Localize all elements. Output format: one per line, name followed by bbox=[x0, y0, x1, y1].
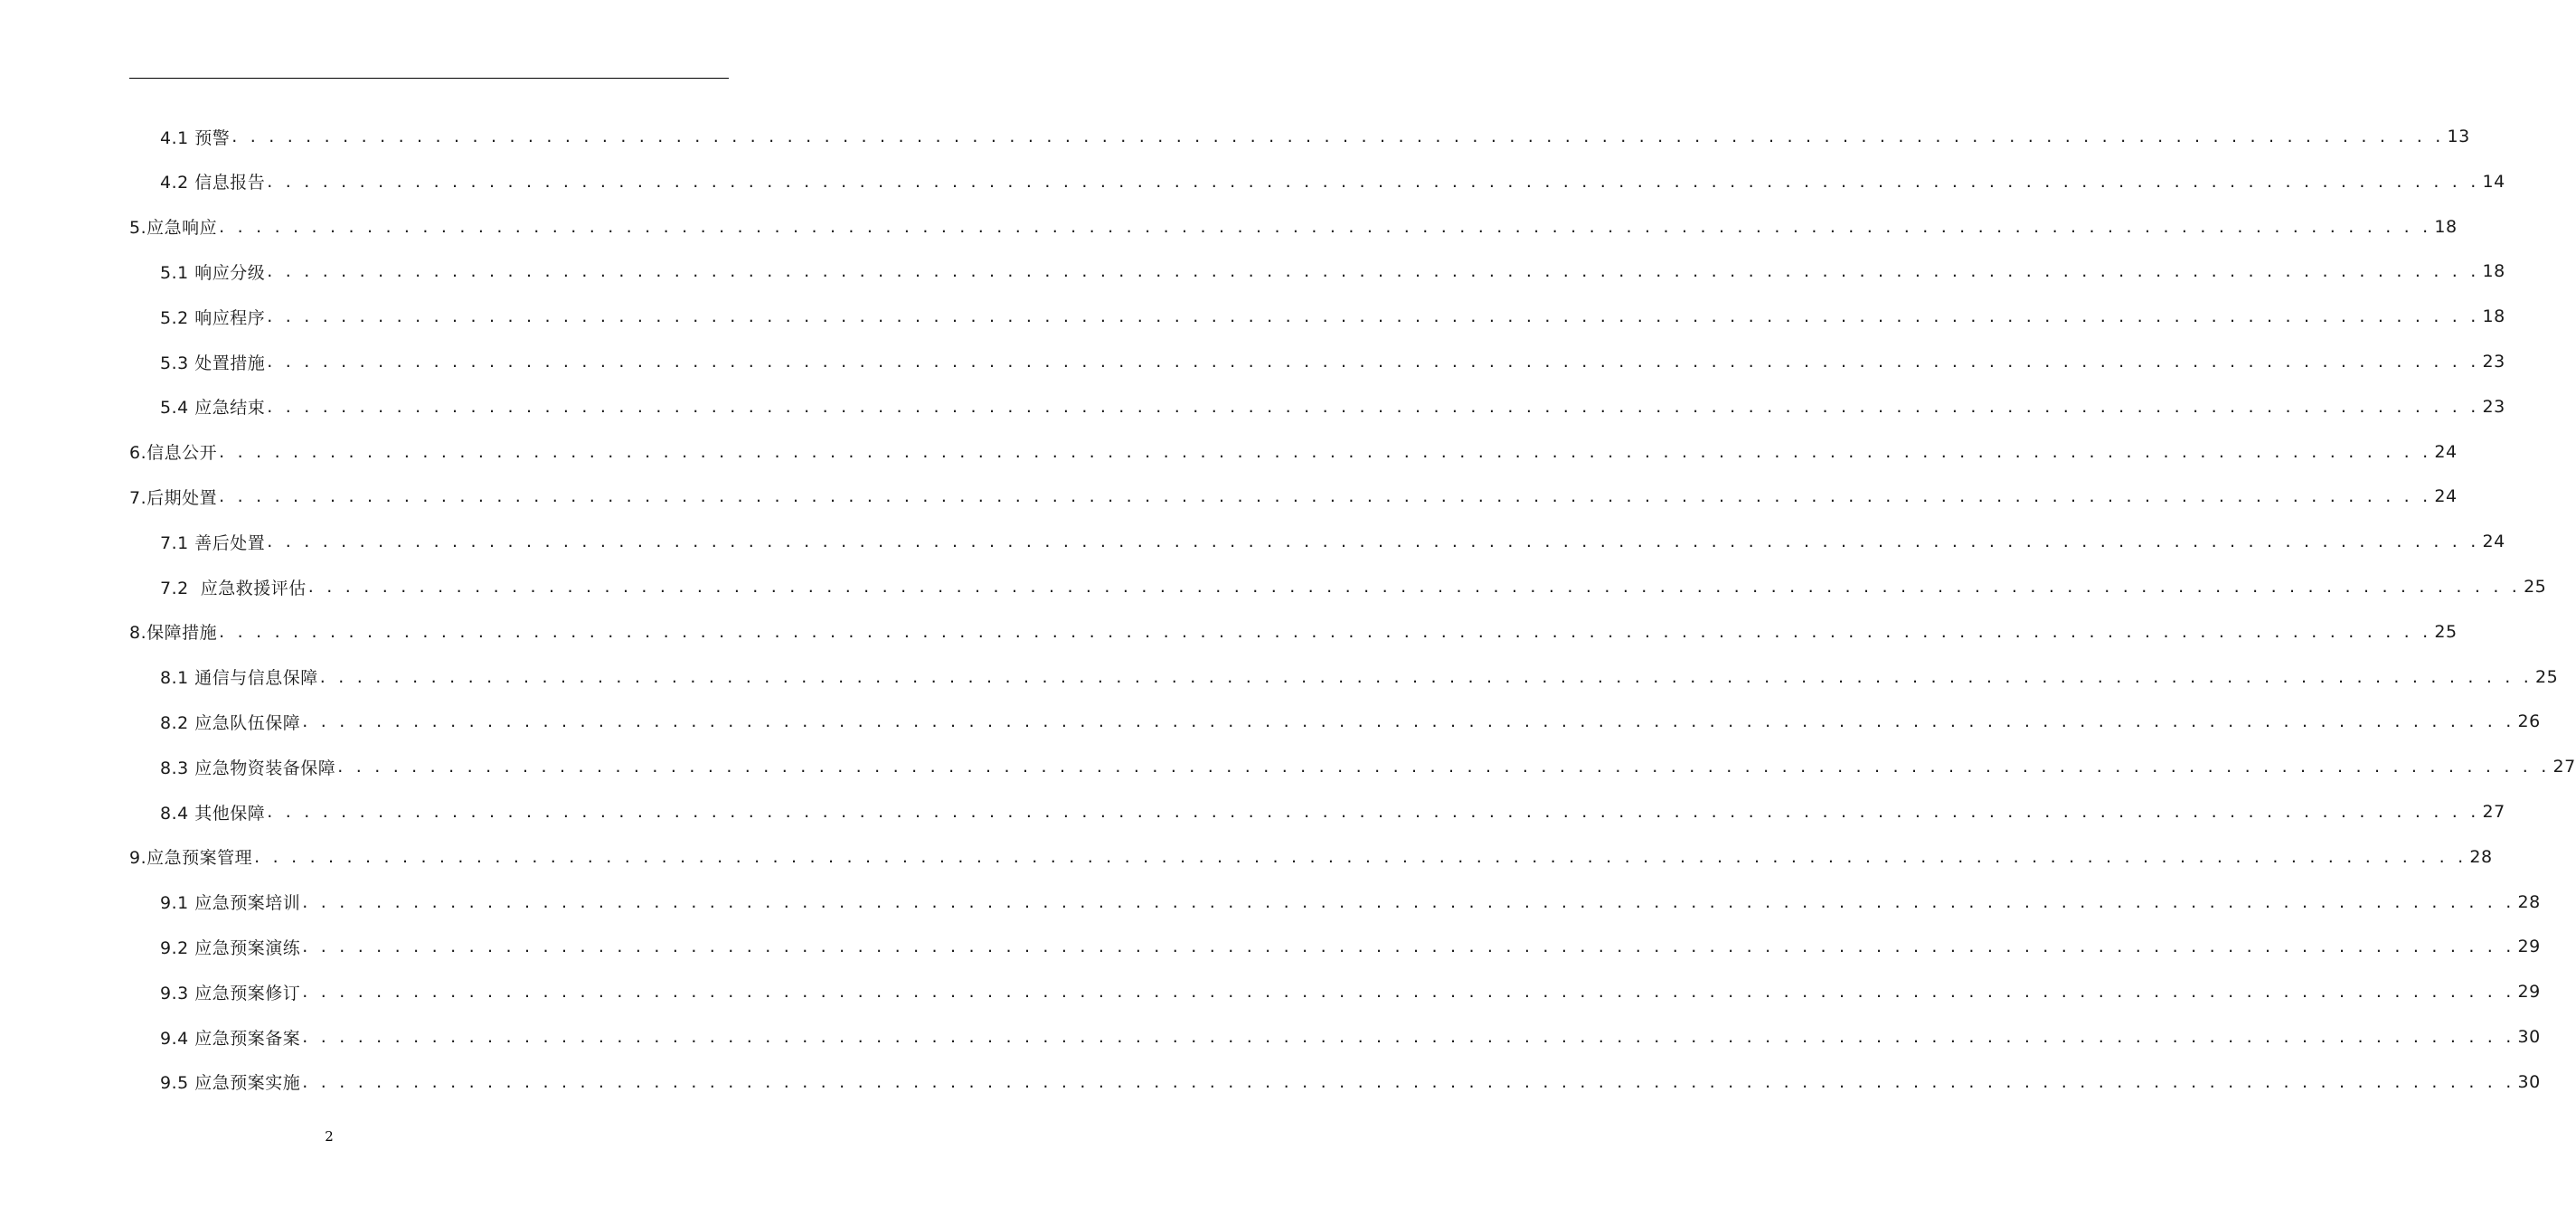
toc-entry-title: 9.2 应急预案演练 bbox=[160, 937, 301, 958]
toc-entry[interactable] bbox=[129, 834, 2493, 880]
toc-entry-page: 25 bbox=[2434, 621, 2458, 642]
toc-entry-title: 8.保障措施 bbox=[129, 623, 218, 644]
toc-entry-page: 28 bbox=[2517, 891, 2541, 912]
toc-entry-page: 18 bbox=[2434, 216, 2458, 237]
toc-entry-title: 9.3 应急预案修订 bbox=[160, 983, 301, 1003]
toc-leader-dots: . . . . . . . . . . . . . . . . . . . . . . . . . . . . . . . . . . . . . . . . . . . . . . . . . . . . . . . . . . . . . . . . . . . . . . . . . . . . . . . . . . . . . . . . . . . . . . . . . . . . . . . . . . . . . . . . . . . . . . . . bbox=[267, 396, 2480, 417]
toc-entry[interactable] bbox=[160, 339, 2505, 384]
toc-entry[interactable] bbox=[160, 519, 2505, 564]
toc-leader-dots: . . . . . . . . . . . . . . . . . . . . . . . . . . . . . . . . . . . . . . . . . . . . . . . . . . . . . . . . . . . . . . . . . . . . . . . . . . . . . . . . . . . . . . . . . . . . . . . . . . . . . . . . . . . . . . . . . . . . . . . . bbox=[302, 937, 2515, 957]
toc-entry-page: 23 bbox=[2482, 396, 2505, 417]
toc-entry-title: 9.5 应急预案实施 bbox=[160, 1073, 301, 1094]
toc-entry[interactable] bbox=[129, 429, 2458, 475]
toc-entry-page: 13 bbox=[2447, 127, 2470, 146]
toc-leader-dots: . . . . . . . . . . . . . . . . . . . . . . . . . . . . . . . . . . . . . . . . . . . . . . . . . . . . . . . . . . . . . . . . . . . . . . . . . . . . . . . . . . . . . . . . . . . . . . . . . . . . . . . . . . . . . . . . . . . . . . . . bbox=[267, 171, 2480, 192]
toc-entry-page: 14 bbox=[2482, 171, 2505, 192]
toc-entry-page: 18 bbox=[2482, 306, 2505, 327]
toc-leader-dots: . . . . . . . . . . . . . . . . . . . . . . . . . . . . . . . . . . . . . . . . . . . . . . . . . . . . . . . . . . . . . . . . . . . . . . . . . . . . . . . . . . . . . . . . . . . . . . . . . . . . . . . . . . . . . . . . . . . . . . . . bbox=[267, 261, 2480, 282]
toc-entry-title: 7.2 应急救援评估 bbox=[160, 578, 307, 598]
toc-entry-page: 29 bbox=[2517, 982, 2541, 1003]
toc-leader-dots: . . . . . . . . . . . . . . . . . . . . . . . . . . . . . . . . . . . . . . . . . . . . . . . . . . . . . . . . . . . . . . . . . . . . . . . . . . . . . . . . . . . . . . . . . . . . . . . . . . . . . . . . . . . . . . . . . . . . . . . . bbox=[302, 1071, 2515, 1092]
toc-entry-title: 8.1 通信与信息保障 bbox=[160, 668, 318, 689]
toc-entry-title: 5.1 响应分级 bbox=[160, 262, 266, 283]
toc-leader-dots: . . . . . . . . . . . . . . . . . . . . . . . . . . . . . . . . . . . . . . . . . . . . . . . . . . . . . . . . . . . . . . . . . . . . . . . . . . . . . . . . . . . . . . . . . . . . . . . . . . . . . . . . . . . . . . . . . . . . . . . . bbox=[302, 891, 2515, 912]
header-rule bbox=[129, 78, 729, 79]
toc-entry[interactable] bbox=[160, 1060, 2541, 1105]
toc-leader-dots: . . . . . . . . . . . . . . . . . . . . . . . . . . . . . . . . . . . . . . . . . . . . . . . . . . . . . . . . . . . . . . . . . . . . . . . . . . . . . . . . . . . . . . . . . . . . . . . . . . . . . . . . . . . . . . . . . . . . . . . . bbox=[302, 1027, 2515, 1047]
toc-entry-title: 9.1 应急预案培训 bbox=[160, 893, 301, 914]
toc-entry[interactable] bbox=[160, 249, 2505, 294]
toc-entry-page: 24 bbox=[2434, 486, 2458, 507]
toc-leader-dots: . . . . . . . . . . . . . . . . . . . . . . . . . . . . . . . . . . . . . . . . . . . . . . . . . . . . . . . . . . . . . . . . . . . . . . . . . . . . . . . . . . . . . . . . . . . . . . . . . . . . . . . . . . . . . . . . . . . . . . . . bbox=[219, 486, 2432, 507]
toc-entry-title: 9.4 应急预案备案 bbox=[160, 1028, 301, 1049]
toc-leader-dots: . . . . . . . . . . . . . . . . . . . . . . . . . . . . . . . . . . . . . . . . . . . . . . . . . . . . . . . . . . . . . . . . . . . . . . . . . . . . . . . . . . . . . . . . . . . . . . . . . . . . . . . . . . . . . . . . . . . . . . . . bbox=[219, 621, 2432, 642]
toc-entry-title: 4.1 预警 bbox=[160, 127, 231, 148]
toc-entry[interactable] bbox=[129, 204, 2458, 250]
toc-entry[interactable] bbox=[160, 384, 2505, 429]
toc-entry-page: 27 bbox=[2552, 757, 2576, 777]
toc-entry-page: 30 bbox=[2517, 1071, 2541, 1092]
toc-entry-page: 27 bbox=[2482, 802, 2505, 822]
toc-entry-title: 8.3 应急物资装备保障 bbox=[160, 758, 336, 778]
toc-leader-dots: . . . . . . . . . . . . . . . . . . . . . . . . . . . . . . . . . . . . . . . . . . . . . . . . . . . . . . . . . . . . . . . . . . . . . . . . . . . . . . . . . . . . . . . . . . . . . . . . . . . . . . . . . . . . . . . . . . . . . . . . bbox=[319, 666, 2534, 687]
toc-entry-title: 8.4 其他保障 bbox=[160, 803, 266, 824]
toc-entry-page: 30 bbox=[2517, 1027, 2541, 1047]
toc-entry-page: 26 bbox=[2517, 711, 2541, 732]
toc-entry-page: 25 bbox=[2535, 666, 2559, 687]
toc-entry-page: 28 bbox=[2469, 846, 2493, 867]
toc-entry[interactable] bbox=[160, 294, 2505, 339]
toc-leader-dots: . . . . . . . . . . . . . . . . . . . . . . . . . . . . . . . . . . . . . . . . . . . . . . . . . . . . . . . . . . . . . . . . . . . . . . . . . . . . . . . . . . . . . . . . . . . . . . . . . . . . . . . . . . . . . . . . . . . . . . . . bbox=[231, 127, 2445, 146]
toc-entry[interactable] bbox=[160, 789, 2505, 834]
toc-entry-title: 6.信息公开 bbox=[129, 443, 218, 464]
toc-entry[interactable] bbox=[160, 159, 2505, 204]
toc-leader-dots: . . . . . . . . . . . . . . . . . . . . . . . . . . . . . . . . . . . . . . . . . . . . . . . . . . . . . . . . . . . . . . . . . . . . . . . . . . . . . . . . . . . . . . . . . . . . . . . . . . . . . . . . . . . . . . . . . . . . . . . . bbox=[337, 757, 2551, 777]
toc-leader-dots: . . . . . . . . . . . . . . . . . . . . . . . . . . . . . . . . . . . . . . . . . . . . . . . . . . . . . . . . . . . . . . . . . . . . . . . . . . . . . . . . . . . . . . . . . . . . . . . . . . . . . . . . . . . . . . . . . . . . . . . . bbox=[219, 216, 2432, 237]
toc-entry-title: 5.4 应急结束 bbox=[160, 398, 266, 419]
toc-leader-dots: . . . . . . . . . . . . . . . . . . . . . . . . . . . . . . . . . . . . . . . . . . . . . . . . . . . . . . . . . . . . . . . . . . . . . . . . . . . . . . . . . . . . . . . . . . . . . . . . . . . . . . . . . . . . . . . . . . . . . . . . bbox=[302, 982, 2515, 1003]
toc-entry-page: 24 bbox=[2482, 532, 2505, 552]
toc-entry[interactable] bbox=[160, 699, 2541, 744]
toc-entry[interactable] bbox=[160, 880, 2541, 925]
toc-entry-page: 23 bbox=[2482, 352, 2505, 372]
toc-entry-page: 18 bbox=[2482, 261, 2505, 282]
toc-leader-dots: . . . . . . . . . . . . . . . . . . . . . . . . . . . . . . . . . . . . . . . . . . . . . . . . . . . . . . . . . . . . . . . . . . . . . . . . . . . . . . . . . . . . . . . . . . . . . . . . . . . . . . . . . . . . . . . . . . . . . . . . bbox=[267, 802, 2480, 822]
toc-entry-page: 24 bbox=[2434, 441, 2458, 462]
toc-entry-title: 5.应急响应 bbox=[129, 218, 218, 239]
toc-entry-page: 25 bbox=[2524, 577, 2547, 597]
toc-leader-dots: . . . . . . . . . . . . . . . . . . . . . . . . . . . . . . . . . . . . . . . . . . . . . . . . . . . . . . . . . . . . . . . . . . . . . . . . . . . . . . . . . . . . . . . . . . . . . . . . . . . . . . . . . . . . . . . . . . . . . . . . bbox=[307, 577, 2522, 597]
toc-leader-dots: . . . . . . . . . . . . . . . . . . . . . . . . . . . . . . . . . . . . . . . . . . . . . . . . . . . . . . . . . . . . . . . . . . . . . . . . . . . . . . . . . . . . . . . . . . . . . . . . . . . . . . . . . . . . . . . . . . . . . . . . bbox=[219, 441, 2432, 462]
toc-entry[interactable] bbox=[129, 609, 2458, 655]
toc-leader-dots: . . . . . . . . . . . . . . . . . . . . . . . . . . . . . . . . . . . . . . . . . . . . . . . . . . . . . . . . . . . . . . . . . . . . . . . . . . . . . . . . . . . . . . . . . . . . . . . . . . . . . . . . . . . . . . . . . . . . . . . . bbox=[302, 711, 2515, 732]
toc-entry-title: 9.应急预案管理 bbox=[129, 848, 253, 869]
toc-entry-title: 4.2 信息报告 bbox=[160, 173, 266, 193]
toc-entry[interactable] bbox=[160, 655, 2559, 700]
toc-leader-dots: . . . . . . . . . . . . . . . . . . . . . . . . . . . . . . . . . . . . . . . . . . . . . . . . . . . . . . . . . . . . . . . . . . . . . . . . . . . . . . . . . . . . . . . . . . . . . . . . . . . . . . . . . . . . . . . . . . . . . . . . bbox=[267, 306, 2480, 327]
toc-leader-dots: . . . . . . . . . . . . . . . . . . . . . . . . . . . . . . . . . . . . . . . . . . . . . . . . . . . . . . . . . . . . . . . . . . . . . . . . . . . . . . . . . . . . . . . . . . . . . . . . . . . . . . . . . . . . . . . . . . . . . . . . bbox=[254, 846, 2467, 867]
toc-leader-dots: . . . . . . . . . . . . . . . . . . . . . . . . . . . . . . . . . . . . . . . . . . . . . . . . . . . . . . . . . . . . . . . . . . . . . . . . . . . . . . . . . . . . . . . . . . . . . . . . . . . . . . . . . . . . . . . . . . . . . . . . bbox=[267, 532, 2480, 552]
toc-entry[interactable] bbox=[160, 924, 2541, 969]
toc-entry-title: 8.2 应急队伍保障 bbox=[160, 712, 301, 733]
toc-entry[interactable] bbox=[129, 474, 2458, 519]
toc-entry-title: 5.3 处置措施 bbox=[160, 353, 266, 373]
toc-entry-title: 7.1 善后处置 bbox=[160, 532, 266, 553]
toc-entry-title: 7.后期处置 bbox=[129, 487, 218, 508]
toc-entry-page: 29 bbox=[2517, 937, 2541, 957]
toc-entry[interactable] bbox=[160, 969, 2541, 1014]
page-number: 2 bbox=[325, 1128, 334, 1144]
toc-entry[interactable] bbox=[160, 114, 2470, 159]
toc-entry[interactable] bbox=[160, 564, 2547, 609]
toc-leader-dots: . . . . . . . . . . . . . . . . . . . . . . . . . . . . . . . . . . . . . . . . . . . . . . . . . . . . . . . . . . . . . . . . . . . . . . . . . . . . . . . . . . . . . . . . . . . . . . . . . . . . . . . . . . . . . . . . . . . . . . . . bbox=[267, 352, 2480, 372]
toc-entry-title: 5.2 响应程序 bbox=[160, 307, 266, 328]
toc-entry[interactable] bbox=[160, 744, 2576, 789]
toc-entry[interactable] bbox=[160, 1014, 2541, 1060]
